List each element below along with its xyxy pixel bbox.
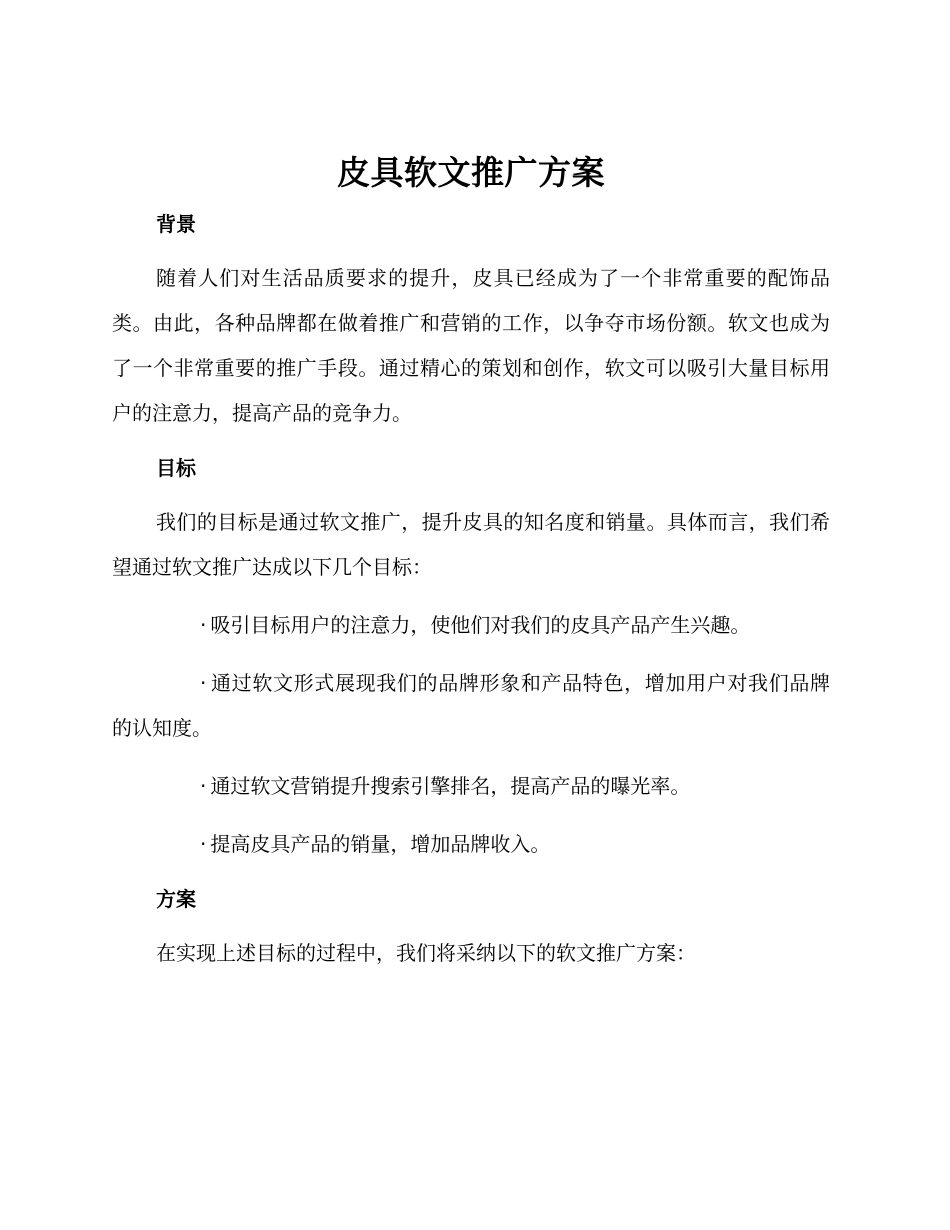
document-title: 皮具软文推广方案 bbox=[337, 153, 605, 192]
goal-bullet-text: 通过软文营销提升搜索引擎排名，提高产品的曝光率。 bbox=[210, 774, 691, 798]
goal-bullet-text: 通过软文形式展现我们的品牌形象和产品特色，增加用户对我们品牌的认知度。 bbox=[112, 671, 830, 740]
background-paragraph: 随着人们对生活品质要求的提升，皮具已经成为了一个非常重要的配饰品类。由此，各种品牌都在做着推广和营销的工作，以争夺市场份额。软文也成为了一个非常重要的推广手段。通过精心的策划和创作，软文可以吸引大量目标用户的注意力，提高产品的竞争力。 bbox=[112, 266, 830, 425]
bullet-dot-icon: · bbox=[200, 613, 207, 637]
goal-bullet-item bbox=[112, 764, 830, 809]
bullet-dot-icon: · bbox=[200, 832, 207, 856]
section-heading-background: 背景 bbox=[156, 212, 196, 236]
bullet-dot-icon: · bbox=[200, 774, 207, 798]
document-page bbox=[112, 150, 830, 976]
goal-bullet-text: 吸引目标用户的注意力，使他们对我们的皮具产品产生兴趣。 bbox=[210, 613, 751, 637]
section-heading-goals: 目标 bbox=[156, 456, 196, 480]
bullet-dot-icon: · bbox=[200, 671, 207, 695]
goal-bullet-item bbox=[112, 661, 830, 751]
goal-bullet-item bbox=[112, 822, 830, 867]
goal-bullet-text: 提高皮具产品的销量，增加品牌收入。 bbox=[210, 832, 551, 856]
goals-paragraph: 我们的目标是通过软文推广，提升皮具的知名度和销量。具体而言，我们希望通过软文推广达成以下几个目标： bbox=[112, 510, 830, 579]
goal-bullet-item bbox=[112, 603, 830, 648]
section-heading-plan: 方案 bbox=[156, 887, 196, 911]
plan-paragraph: 在实现上述目标的过程中，我们将采纳以下的软文推广方案： bbox=[156, 941, 696, 965]
